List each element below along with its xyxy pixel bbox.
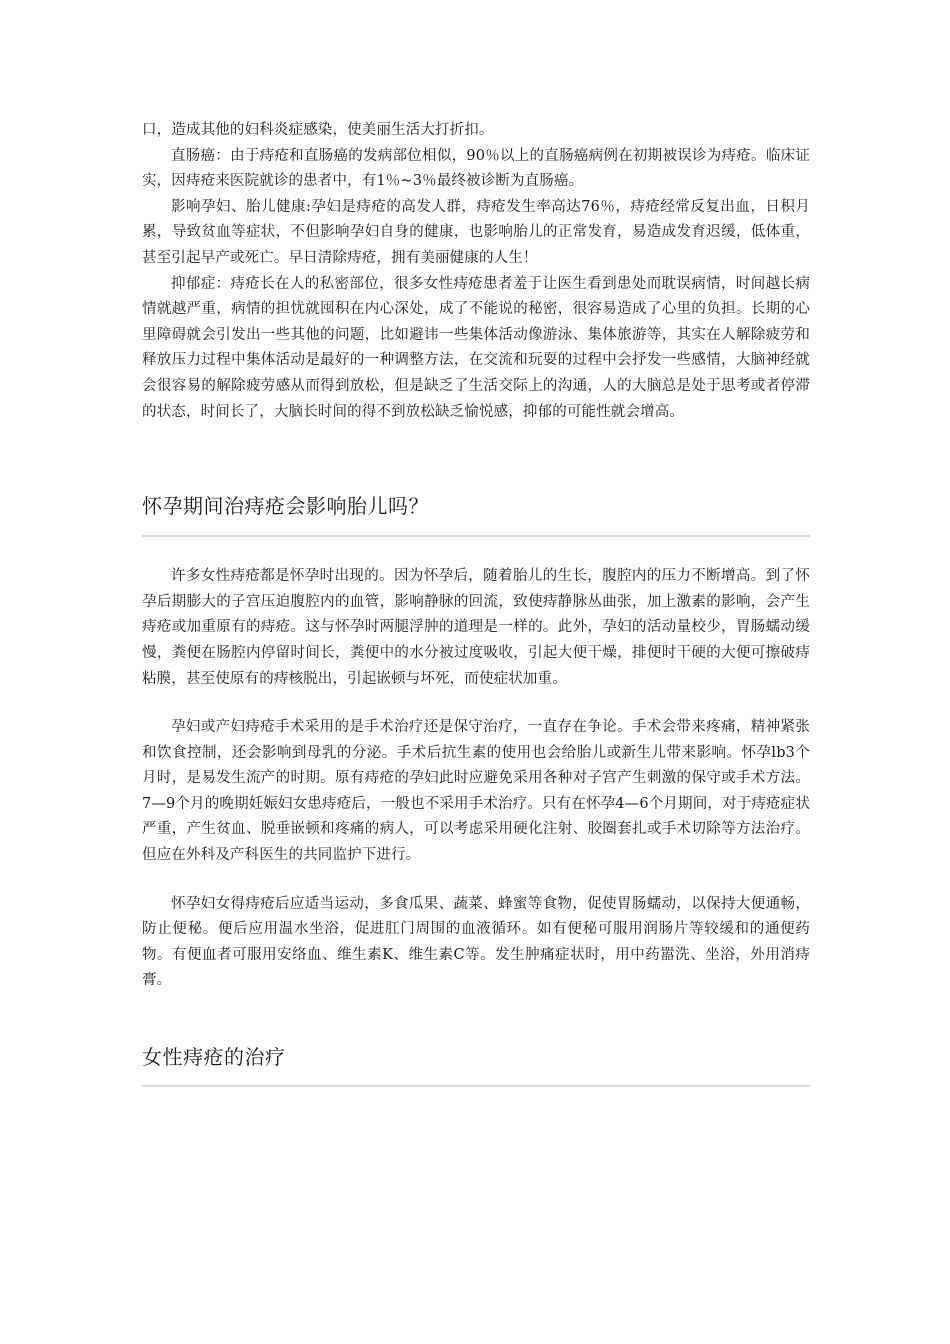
intro-paragraph-depression: 抑郁症：痔疮长在人的私密部位，很多女性痔疮患者羞于让医生看到患处而耽误病情，时间越长病情就越严重，病情的担忧就囤积在内心深处，成了不能说的秘密，很容易造成了心里的负担。长期的心里障碍就会引发出一些其他的问题，比如避讳一些集体活动像游泳、集体旅游等，其实在人解除疲劳和释放压力过程中集体活动是最好的一种调整方法，在交流和玩耍的过程中会抒发一些感情，大脑神经就会很容易的解除疲劳感从而得到放松，但是缺乏了生活交际上的沟通，人的大脑总是处于思考或者停滞的状态，时间长了，大脑长时间的得不到放松缺乏愉悦感，抑郁的可能性就会增高。 xyxy=(142,275,810,420)
section-heading-pregnancy-treatment: 怀孕期间治痔疮会影响胎儿吗？ xyxy=(142,494,429,519)
section1-paragraph-surgery: 孕妇或产妇痔疮手术采用的是手术治疗还是保守治疗，一直存在争论。手术会带来疼痛，精神紧张和饮食控制，还会影响到母乳的分泌。手术后抗生素的使用也会给胎儿或新生儿带来影响。怀孕lb3个月时，是易发生流产的时期。原有痔疮的孕妇此时应避免采用各种对子宫产生刺激的保守或手术方法。7—9个月的晚期妊娠妇女患痔疮后，一般也不采用手术治疗。只有在怀孕4—6个月期间，对于痔疮症状严重，产生贫血、脱垂嵌顿和疼痛的病人，可以考虑采用硬化注射、胶圈套扎或手术切除等方法治疗。但应在外科及产科医生的共同监护下进行。 xyxy=(142,719,810,864)
section-heading-female-treatment: 女性痔疮的治疗 xyxy=(142,1045,286,1070)
section-body-pregnancy xyxy=(142,564,810,994)
section-divider xyxy=(142,1085,810,1087)
section-divider xyxy=(142,535,810,537)
intro-paragraph-pregnancy-health: 影响孕妇、胎儿健康:孕妇是痔疮的高发人群，痔疮发生率高达76％，痔疮经常反复出血，日积月累，导致贫血等症状，不但影响孕妇自身的健康，也影响胎儿的正常发育，易造成发育迟缓，低体重，甚至引起早产或死亡。早日清除痔疮，拥有美丽健康的人生！ xyxy=(142,198,810,266)
intro-paragraph-continued: 口，造成其他的妇科炎症感染，使美丽生活大打折扣。 xyxy=(142,122,494,138)
section1-paragraph-care: 怀孕妇女得痔疮后应适当运动，多食瓜果、蔬菜、蜂蜜等食物，促使胃肠蠕动，以保持大便通畅，防止便秘。便后应用温水坐浴，促进肛门周围的血液循环。如有便秘可服用润肠片等较缓和的通便药物。有便血者可服用安络血、维生素K、维生素C等。发生肿痛症状时，用中药嚣洗、坐浴，外用消痔膏。 xyxy=(142,895,810,989)
section1-paragraph-cause: 许多女性痔疮都是怀孕时出现的。因为怀孕后，随着胎儿的生长，腹腔内的压力不断增高。到了怀孕后期膨大的子宫压迫腹腔内的血管，影响静脉的回流，致使痔静脉丛曲张，加上激素的影响，会产生痔疮或加重原有的痔疮。这与怀孕时两腿浮肿的道理是一样的。此外，孕妇的活动量校少，胃肠蠕动缓慢，粪便在肠腔内停留时间长，粪便中的水分被过度吸收，引起大便干燥，排便时干硬的大便可擦破痔粘膜，甚至使原有的痔核脱出，引起嵌顿与坏死，而使症状加重。 xyxy=(142,568,810,687)
intro-paragraph-rectal-cancer: 直肠癌：由于痔疮和直肠癌的发病部位相似，90％以上的直肠癌病例在初期被误诊为痔疮。临床证实，因痔疮来医院就诊的患者中，有1％~3％最终被诊断为直肠癌。 xyxy=(142,147,810,190)
document-page xyxy=(142,118,810,1087)
